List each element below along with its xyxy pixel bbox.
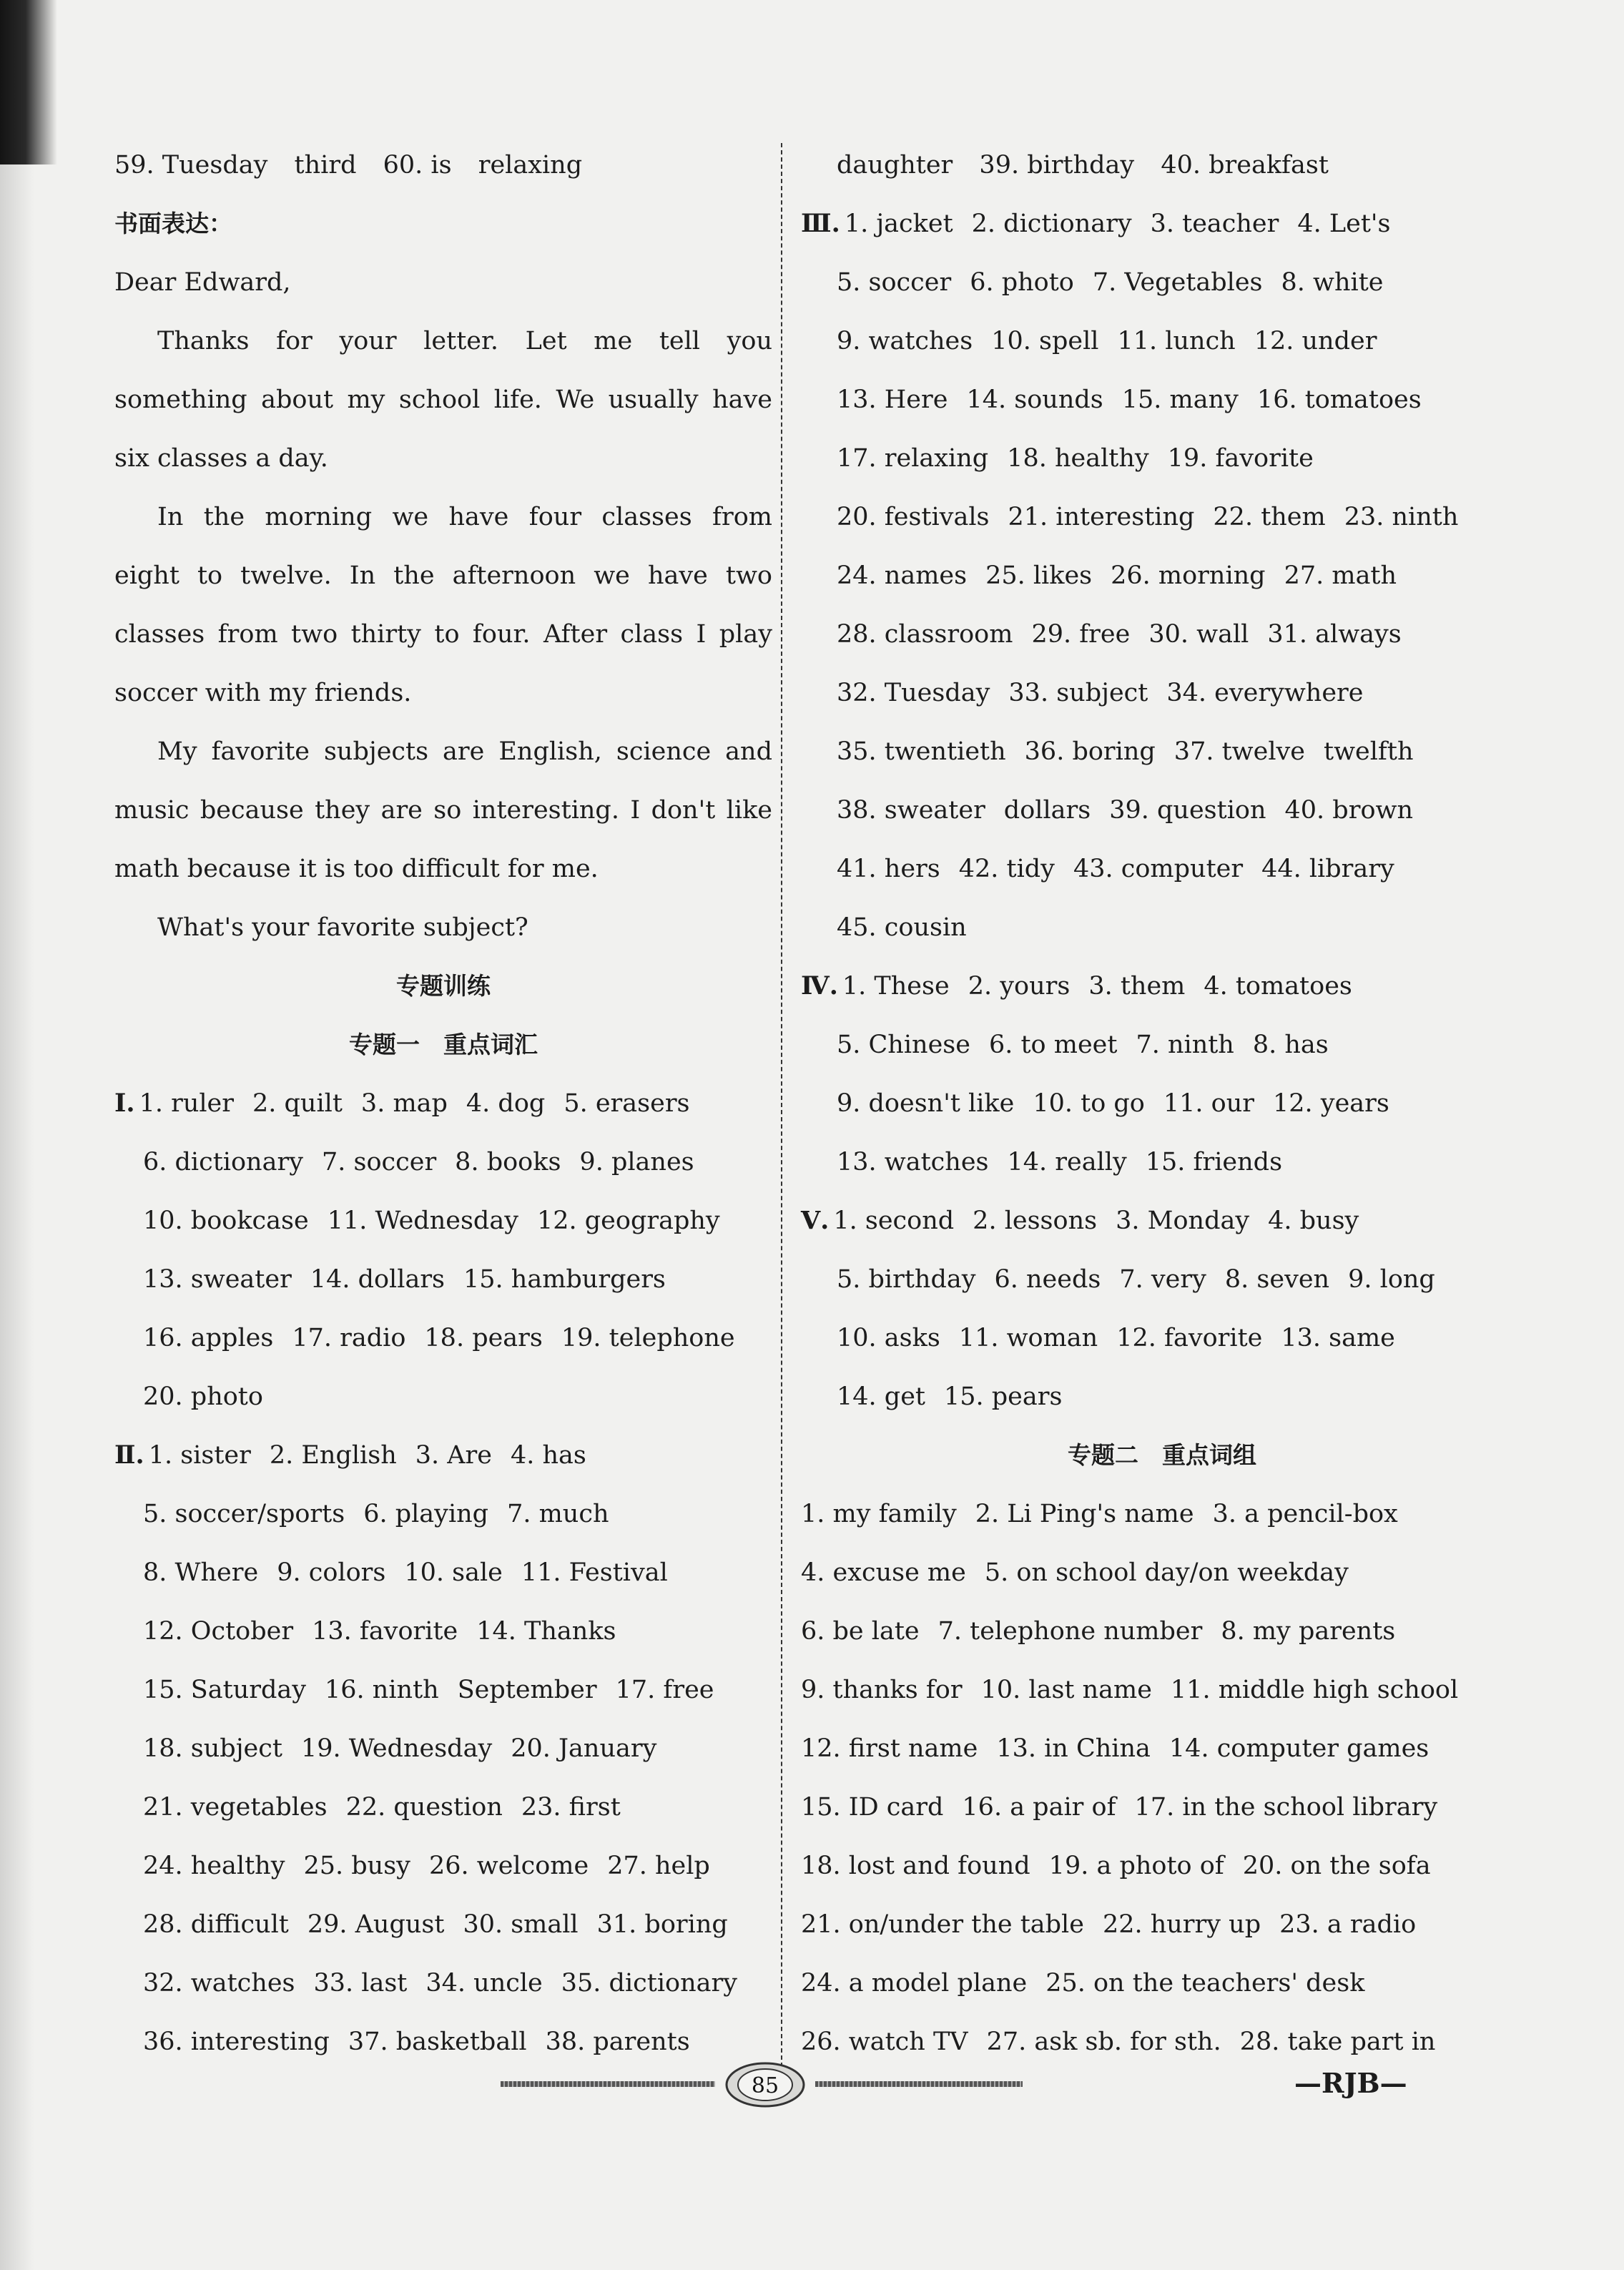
answer-item: 15. friends <box>1145 1148 1283 1176</box>
answer-line <box>114 1661 772 1719</box>
answer-part-4 <box>801 957 1523 1191</box>
answer-item: 10. sale <box>404 1558 503 1587</box>
answer-item: 27. help <box>607 1852 710 1880</box>
answer-line <box>114 2013 772 2071</box>
answer-item: 2. Li Ping's name <box>975 1500 1194 1528</box>
answer-line <box>801 1543 1523 1602</box>
answer-line <box>801 1661 1523 1719</box>
answer-line <box>801 488 1523 546</box>
answer-line <box>114 1309 772 1367</box>
answer-line <box>114 1954 772 2013</box>
answer-line: daughter 39. birthday 40. breakfast <box>837 151 1329 180</box>
answer-item: 15. ID card <box>801 1793 944 1822</box>
part-label: Ⅴ. <box>801 1206 830 1235</box>
answer-line <box>114 1191 772 1250</box>
letter-text: music because they are so interesting. I don't like <box>114 796 772 825</box>
answer-line <box>114 1074 772 1133</box>
answer-item: 27. ask sb. for sth. <box>986 2028 1221 2056</box>
answer-item: 13. favorite <box>312 1617 458 1646</box>
answer-item: 3. Are <box>415 1441 492 1470</box>
answer-line <box>801 664 1523 722</box>
writing-title: 书面表达： <box>114 210 232 237</box>
answer-line <box>801 253 1523 312</box>
answer-line <box>114 1778 772 1837</box>
answer-item: 4. dog <box>466 1089 546 1118</box>
answer-item: 3. them <box>1088 972 1186 1001</box>
answer-item: 12. first name <box>801 1734 978 1763</box>
footer-ornament-right <box>815 2081 1023 2087</box>
answer-item: 42. tidy <box>958 855 1055 883</box>
scanned-page-shadow <box>0 164 34 2270</box>
answer-item: 11. our <box>1163 1089 1255 1118</box>
series-mark: —RJB— <box>1294 2067 1407 2099</box>
answer-line <box>801 1719 1523 1778</box>
answer-item: 32. Tuesday <box>837 679 990 707</box>
answer-line: 59. Tuesday third 60. is relaxing <box>114 151 583 180</box>
answer-line <box>114 1837 772 1895</box>
answer-item: 25. on the teachers' desk <box>1045 1969 1365 1998</box>
answer-item: 7. ninth <box>1136 1031 1234 1059</box>
answer-item: 15. pears <box>943 1382 1063 1411</box>
answer-item: 4. busy <box>1268 1207 1359 1235</box>
answer-item: 40. brown <box>1284 796 1414 825</box>
letter-text: My favorite subjects are English, science and <box>157 737 772 766</box>
scanned-page-edge <box>0 0 57 164</box>
answer-item: 8. has <box>1252 1031 1329 1059</box>
answer-line <box>801 840 1523 898</box>
answer-item: 1. my family <box>801 1500 957 1528</box>
answer-line <box>801 429 1523 488</box>
answer-item: 10. spell <box>991 327 1099 355</box>
topic-title: 专题一 重点词汇 <box>349 1031 538 1058</box>
answer-item: 6. playing <box>363 1500 489 1528</box>
answer-item: 6. to meet <box>988 1031 1118 1059</box>
letter-text: In the morning we have four classes from <box>157 503 772 531</box>
answer-line <box>801 312 1523 370</box>
answer-item: 11. Festival <box>521 1558 668 1587</box>
answer-item: 19. favorite <box>1167 444 1314 473</box>
answer-item: 22. them <box>1213 503 1326 531</box>
answer-item: 34. everywhere <box>1166 679 1364 707</box>
letter-text: six classes a day. <box>114 444 328 473</box>
answer-item: 18. pears <box>424 1324 543 1352</box>
answer-item: 23. a radio <box>1279 1910 1417 1939</box>
answer-line <box>801 195 1523 253</box>
answer-line <box>801 1602 1523 1661</box>
answer-line <box>114 1133 772 1191</box>
answer-item: 7. much <box>507 1500 609 1528</box>
answer-item: 3. Monday <box>1116 1207 1250 1235</box>
answer-line <box>801 605 1523 664</box>
answer-item: 21. vegetables <box>143 1793 328 1822</box>
answer-item: 9. colors <box>277 1558 386 1587</box>
answer-item: 2. English <box>269 1441 397 1470</box>
answer-item: 44. library <box>1261 855 1394 883</box>
answer-item: 9. watches <box>837 327 973 355</box>
answer-item: 34. uncle <box>425 1969 543 1998</box>
column-divider <box>781 143 782 2067</box>
page-number-badge <box>725 2060 805 2110</box>
answer-item: 7. telephone number <box>938 1617 1203 1646</box>
part-label: Ⅲ. <box>801 209 840 238</box>
answer-item: 19. telephone <box>561 1324 735 1352</box>
answer-item: 23. ninth <box>1344 503 1459 531</box>
answer-item: 17. free <box>615 1676 714 1704</box>
answer-item: 17. relaxing <box>837 444 989 473</box>
answer-line <box>114 1602 772 1661</box>
answer-item: 1. ruler <box>139 1089 234 1118</box>
answer-item: 9. planes <box>579 1148 694 1176</box>
answer-item: 37. twelve <box>1173 737 1305 766</box>
answer-item: 14. dollars <box>310 1265 446 1294</box>
answer-item: 26. morning <box>1111 561 1266 590</box>
answer-item: 28. classroom <box>837 620 1013 649</box>
answer-item: 14. really <box>1007 1148 1127 1176</box>
answer-line <box>801 722 1523 781</box>
answer-item: 10. to go <box>1033 1089 1145 1118</box>
answer-item: 8. white <box>1281 268 1384 297</box>
answer-item: 20. on the sofa <box>1242 1852 1431 1880</box>
answer-item: 20. photo <box>143 1382 263 1411</box>
answer-item: 36. interesting <box>143 2028 330 2056</box>
answer-item: 14. get <box>837 1382 925 1411</box>
left-column <box>114 136 772 2071</box>
answer-line <box>801 1191 1523 1250</box>
answer-line <box>114 1426 772 1485</box>
answer-line <box>801 1485 1523 1543</box>
answer-item: 10. bookcase <box>143 1207 309 1235</box>
answer-item: 12. October <box>143 1617 294 1646</box>
answer-item: 11. middle high school <box>1170 1676 1459 1704</box>
answer-line <box>801 898 1523 957</box>
answer-item: 8. Where <box>143 1558 259 1587</box>
answer-item: 41. hers <box>837 855 940 883</box>
answer-item: 28. take part in <box>1239 2028 1436 2056</box>
answer-part-1 <box>114 1074 772 1426</box>
answer-item: 1. jacket <box>844 210 953 238</box>
answer-line <box>801 1309 1523 1367</box>
answer-item: 2. lessons <box>973 1207 1098 1235</box>
answer-item: 5. erasers <box>564 1089 690 1118</box>
answer-item: 6. be late <box>801 1617 920 1646</box>
answer-item: 36. boring <box>1024 737 1156 766</box>
answer-item: 25. busy <box>303 1852 410 1880</box>
answer-line <box>801 1074 1523 1133</box>
answer-item: 12. years <box>1273 1089 1389 1118</box>
answer-item: 5. soccer/sports <box>143 1500 345 1528</box>
right-column <box>801 136 1523 2071</box>
answer-item: 35. twentieth <box>837 737 1006 766</box>
answer-item: 8. books <box>455 1148 561 1176</box>
answer-line <box>114 1543 772 1602</box>
answer-item: 31. boring <box>596 1910 728 1939</box>
answer-line <box>801 1016 1523 1074</box>
answer-item: 17. radio <box>292 1324 406 1352</box>
answer-line <box>801 2013 1523 2071</box>
answer-item: 5. birthday <box>837 1265 976 1294</box>
answer-item: 17. in the school library <box>1134 1793 1438 1822</box>
answer-item: 12. favorite <box>1116 1324 1263 1352</box>
answer-line <box>114 1719 772 1778</box>
answer-item: 21. on/under the table <box>801 1910 1084 1939</box>
answer-item: 18. subject <box>143 1734 282 1763</box>
answer-line <box>114 1250 772 1309</box>
answer-item: 10. last name <box>980 1676 1152 1704</box>
answer-item: dollars <box>1003 796 1091 825</box>
answer-item: 14. sounds <box>966 385 1103 414</box>
answer-item: 4. has <box>511 1441 586 1470</box>
answer-item: 25. likes <box>985 561 1093 590</box>
answer-part-3 <box>801 195 1523 957</box>
answer-item: 22. hurry up <box>1102 1910 1261 1939</box>
answer-item: 12. geography <box>536 1207 720 1235</box>
answer-item: 2. dictionary <box>971 210 1132 238</box>
answer-item: 1. second <box>833 1207 955 1235</box>
answer-item: 4. Let's <box>1297 210 1391 238</box>
answer-item: 31. always <box>1267 620 1402 649</box>
answer-item: 29. free <box>1031 620 1131 649</box>
answer-line <box>801 1367 1523 1426</box>
answer-item: 6. photo <box>970 268 1074 297</box>
answer-item: 45. cousin <box>837 913 967 942</box>
answer-item: 15. Saturday <box>143 1676 307 1704</box>
answer-line <box>114 1485 772 1543</box>
part-label: Ⅱ. <box>114 1440 144 1470</box>
answer-item: 13. same <box>1281 1324 1395 1352</box>
answer-item: 16. apples <box>143 1324 274 1352</box>
answer-item: 9. thanks for <box>801 1676 963 1704</box>
answer-item: 11. lunch <box>1117 327 1236 355</box>
letter-text: Thanks for your letter. Let me tell you <box>157 327 772 355</box>
answer-item: 15. many <box>1121 385 1239 414</box>
answer-item: 19. a photo of <box>1048 1852 1224 1880</box>
answer-item: 13. sweater <box>143 1265 292 1294</box>
answer-item: 20. January <box>511 1734 657 1763</box>
page-number: 85 <box>751 2073 779 2098</box>
answer-item: 7. Vegetables <box>1092 268 1263 297</box>
answer-line <box>114 1367 772 1426</box>
answer-line <box>801 1895 1523 1954</box>
phrase-answers <box>801 1485 1523 2071</box>
answer-item: 4. tomatoes <box>1204 972 1352 1001</box>
letter-text: soccer with my friends. <box>114 679 412 707</box>
answer-item: 6. needs <box>994 1265 1101 1294</box>
answer-item: 21. interesting <box>1008 503 1195 531</box>
answer-item: 7. soccer <box>321 1148 437 1176</box>
answer-item: 24. names <box>837 561 968 590</box>
answer-item: 16. ninth <box>325 1676 439 1704</box>
answer-item: 13. watches <box>837 1148 989 1176</box>
answer-item: 27. math <box>1284 561 1397 590</box>
answer-item: 38. sweater <box>837 796 985 825</box>
answer-item: 5. Chinese <box>837 1031 970 1059</box>
answer-item: 4. excuse me <box>801 1558 966 1587</box>
answer-item: 13. in China <box>996 1734 1151 1763</box>
answer-line <box>801 1250 1523 1309</box>
answer-item: twelfth <box>1324 737 1414 766</box>
part-label: Ⅳ. <box>801 971 838 1001</box>
answer-item: 15. hamburgers <box>463 1265 666 1294</box>
topic-title: 专题二 重点词组 <box>1068 1441 1256 1469</box>
answer-item: 30. wall <box>1148 620 1249 649</box>
answer-item: 10. asks <box>837 1324 940 1352</box>
answer-item: 9. doesn't like <box>837 1089 1015 1118</box>
answer-item: 8. my parents <box>1221 1617 1396 1646</box>
answer-item: 1. sister <box>148 1441 251 1470</box>
answer-item: 26. watch TV <box>801 2028 968 2056</box>
answer-item: 13. Here <box>837 385 948 414</box>
answer-line <box>801 1837 1523 1895</box>
answer-part-2 <box>114 1426 772 2071</box>
answer-item: 9. long <box>1348 1265 1435 1294</box>
answer-line <box>801 781 1523 840</box>
answer-line <box>801 370 1523 429</box>
answer-item: 39. question <box>1109 796 1266 825</box>
answer-item: 24. healthy <box>143 1852 285 1880</box>
answer-line <box>801 1133 1523 1191</box>
answer-item: 2. yours <box>968 972 1071 1001</box>
answer-line <box>801 957 1523 1016</box>
answer-item: 16. a pair of <box>962 1793 1116 1822</box>
answer-item: 1. These <box>842 972 950 1001</box>
answer-line <box>801 1778 1523 1837</box>
answer-item: 11. Wednesday <box>327 1207 518 1235</box>
answer-line <box>801 546 1523 605</box>
answer-item: 18. healthy <box>1007 444 1149 473</box>
answer-item: 32. watches <box>143 1969 295 1998</box>
answer-item: 28. difficult <box>143 1910 289 1939</box>
answer-item: 26. welcome <box>428 1852 589 1880</box>
answer-line <box>114 1895 772 1954</box>
footer-ornament-left <box>501 2081 715 2087</box>
answer-item: 43. computer <box>1073 855 1244 883</box>
answer-item: 5. on school day/on weekday <box>984 1558 1349 1587</box>
answer-item: 33. subject <box>1008 679 1148 707</box>
answer-part-5 <box>801 1191 1523 1426</box>
answer-item: 8. seven <box>1224 1265 1330 1294</box>
answer-item: 7. very <box>1119 1265 1206 1294</box>
answer-item: 14. computer games <box>1168 1734 1429 1763</box>
letter-text: classes from two thirty to four. After class I play <box>114 620 772 649</box>
answer-item: 3. a pencil-box <box>1212 1500 1398 1528</box>
answer-item: 3. map <box>360 1089 448 1118</box>
letter-text: eight to twelve. In the afternoon we have two <box>114 561 772 590</box>
answer-item: 38. parents <box>545 2028 690 2056</box>
answer-item: 2. quilt <box>252 1089 343 1118</box>
letter-text: What's your favorite subject? <box>157 913 528 942</box>
answer-item: 14. Thanks <box>476 1617 616 1646</box>
answer-item: 11. woman <box>958 1324 1098 1352</box>
letter-text: math because it is too difficult for me. <box>114 855 599 883</box>
answer-item: 24. a model plane <box>801 1969 1028 1998</box>
answer-item: 23. first <box>521 1793 621 1822</box>
letter-text: something about my school life. We usually have <box>114 385 772 414</box>
letter-greeting: Dear Edward, <box>114 268 291 297</box>
answer-item: 33. last <box>313 1969 408 1998</box>
answer-item: 20. festivals <box>837 503 990 531</box>
answer-line <box>801 1954 1523 2013</box>
answer-item: 19. Wednesday <box>300 1734 493 1763</box>
answer-item: 5. soccer <box>837 268 952 297</box>
part-label: Ⅰ. <box>114 1089 135 1118</box>
answer-item: 6. dictionary <box>143 1148 303 1176</box>
answer-item: September <box>457 1676 597 1704</box>
section-title: 专题训练 <box>396 972 491 1000</box>
answer-item: 18. lost and found <box>801 1852 1030 1880</box>
answer-item: 30. small <box>463 1910 579 1939</box>
answer-item: 37. basketball <box>348 2028 527 2056</box>
answer-item: 29. August <box>307 1910 445 1939</box>
answer-item: 22. question <box>345 1793 503 1822</box>
answer-item: 3. teacher <box>1150 210 1279 238</box>
answer-item: 16. tomatoes <box>1256 385 1422 414</box>
answer-item: 12. under <box>1254 327 1377 355</box>
answer-item: 35. dictionary <box>561 1969 737 1998</box>
